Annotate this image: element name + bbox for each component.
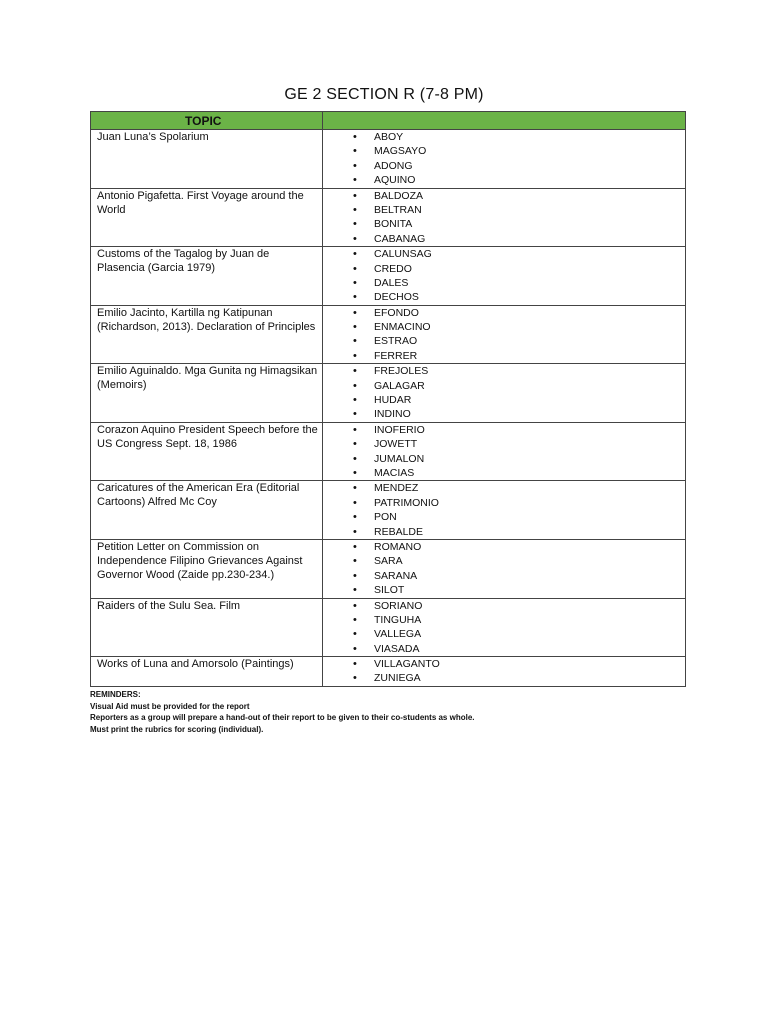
table-header-row bbox=[91, 112, 686, 130]
member-name: • REBALDE bbox=[323, 525, 685, 539]
topic-text: Customs of the Tagalog by Juan de Plasencia (Garcia 1979) bbox=[97, 248, 270, 275]
member-name: • SORIANO bbox=[323, 599, 685, 613]
member-name: • CABANAG bbox=[323, 232, 685, 246]
topic-text: Antonio Pigafetta. First Voyage around the World bbox=[97, 189, 304, 216]
member-name: • DALES bbox=[323, 276, 685, 290]
member-list bbox=[323, 189, 685, 247]
member-name: • JOWETT bbox=[323, 437, 685, 451]
topic-cell bbox=[91, 657, 323, 687]
topic-cell bbox=[91, 247, 323, 306]
member-name: • INDINO bbox=[323, 407, 685, 421]
member-name: • TINGUHA bbox=[323, 613, 685, 627]
members-cell bbox=[323, 481, 686, 540]
member-name: • BONITA bbox=[323, 217, 685, 231]
member-name: • VIASADA bbox=[323, 642, 685, 656]
member-name: • INOFERIO bbox=[323, 423, 685, 437]
topic-text: Corazon Aquino President Speech before the US Congress Sept. 18, 1986 bbox=[97, 423, 318, 450]
document-title: GE 2 SECTION R (7-8 PM) bbox=[284, 86, 484, 103]
member-name: • SILOT bbox=[323, 583, 685, 597]
reminder-item: Visual Aid must be provided for the report bbox=[90, 701, 250, 711]
member-name: • ENMACINO bbox=[323, 320, 685, 334]
member-name: • MAGSAYO bbox=[323, 144, 685, 158]
member-list bbox=[323, 423, 685, 481]
topic-cell bbox=[91, 364, 323, 423]
reminders-heading: REMINDERS: bbox=[90, 690, 141, 699]
topic-text: Emilio Aguinaldo. Mga Gunita ng Himagsikan (Memoirs) bbox=[97, 365, 318, 392]
member-list bbox=[323, 540, 685, 598]
members-cell bbox=[323, 657, 686, 687]
member-list bbox=[323, 481, 685, 539]
member-name: • GALAGAR bbox=[323, 379, 685, 393]
member-name: • HUDAR bbox=[323, 393, 685, 407]
member-list bbox=[323, 247, 685, 305]
member-name: • ABOY bbox=[323, 130, 685, 144]
topic-text: Juan Luna’s Spolarium bbox=[97, 131, 209, 143]
members-cell bbox=[323, 422, 686, 481]
reminders-section bbox=[90, 689, 690, 735]
member-name: • ZUNIEGA bbox=[323, 671, 685, 685]
table-row bbox=[91, 364, 686, 423]
topic-cell bbox=[91, 598, 323, 657]
member-name: • BELTRAN bbox=[323, 203, 685, 217]
topic-cell bbox=[91, 130, 323, 189]
member-list bbox=[323, 599, 685, 657]
member-name: • BALDOZA bbox=[323, 189, 685, 203]
members-column-header bbox=[323, 112, 686, 130]
topic-cell bbox=[91, 188, 323, 247]
member-name: • MENDEZ bbox=[323, 481, 685, 495]
members-cell bbox=[323, 305, 686, 364]
table-row bbox=[91, 422, 686, 481]
member-name: • FREJOLES bbox=[323, 364, 685, 378]
table-row bbox=[91, 657, 686, 687]
member-name: • CALUNSAG bbox=[323, 247, 685, 261]
members-cell bbox=[323, 364, 686, 423]
member-list bbox=[323, 306, 685, 364]
member-name: • PON bbox=[323, 510, 685, 524]
members-cell bbox=[323, 247, 686, 306]
table-row bbox=[91, 598, 686, 657]
member-list bbox=[323, 364, 685, 422]
table-row bbox=[91, 481, 686, 540]
member-name: • ROMANO bbox=[323, 540, 685, 554]
topic-text: Petition Letter on Commission on Independence Filipino Grievances Against Governor Wood (Zaide pp.230-234.) bbox=[97, 540, 303, 581]
member-name: • CREDO bbox=[323, 262, 685, 276]
reminder-item: Must print the rubrics for scoring (individual). bbox=[90, 724, 264, 734]
topic-cell bbox=[91, 539, 323, 598]
member-name: • MACIAS bbox=[323, 466, 685, 480]
topic-assignment-table bbox=[90, 111, 686, 687]
members-cell bbox=[323, 539, 686, 598]
table-row bbox=[91, 130, 686, 189]
members-cell bbox=[323, 130, 686, 189]
topic-cell bbox=[91, 305, 323, 364]
member-name: • SARANA bbox=[323, 569, 685, 583]
table-row bbox=[91, 539, 686, 598]
member-name: • AQUINO bbox=[323, 173, 685, 187]
topic-text: Works of Luna and Amorsolo (Paintings) bbox=[97, 658, 294, 671]
topic-column-header: TOPIC bbox=[91, 112, 323, 130]
members-cell bbox=[323, 598, 686, 657]
topic-text: Raiders of the Sulu Sea. Film bbox=[97, 599, 241, 612]
member-name: • ADONG bbox=[323, 159, 685, 173]
member-name: • ESTRAO bbox=[323, 334, 685, 348]
member-name: • JUMALON bbox=[323, 452, 685, 466]
table-row bbox=[91, 247, 686, 306]
reminder-item: Reporters as a group will prepare a hand-out of their report to be given to their co-students as whole. bbox=[90, 713, 475, 722]
topic-cell bbox=[91, 481, 323, 540]
topic-text: Caricatures of the American Era (Editorial Cartoons) Alfred Mc Coy bbox=[97, 482, 300, 509]
member-name: • PATRIMONIO bbox=[323, 496, 685, 510]
members-cell bbox=[323, 188, 686, 247]
member-name: • SARA bbox=[323, 554, 685, 568]
member-name: • VILLAGANTO bbox=[323, 657, 685, 671]
member-name: • DECHOS bbox=[323, 290, 685, 304]
topic-text: Emilio Jacinto, Kartilla ng Katipunan (Richardson, 2013). Declaration of Principles bbox=[97, 306, 316, 333]
topic-cell bbox=[91, 422, 323, 481]
member-list bbox=[323, 130, 685, 188]
member-name: • FERRER bbox=[323, 349, 685, 363]
table-row bbox=[91, 305, 686, 364]
member-name: • EFONDO bbox=[323, 306, 685, 320]
member-list bbox=[323, 657, 685, 686]
table-row bbox=[91, 188, 686, 247]
member-name: • VALLEGA bbox=[323, 627, 685, 641]
